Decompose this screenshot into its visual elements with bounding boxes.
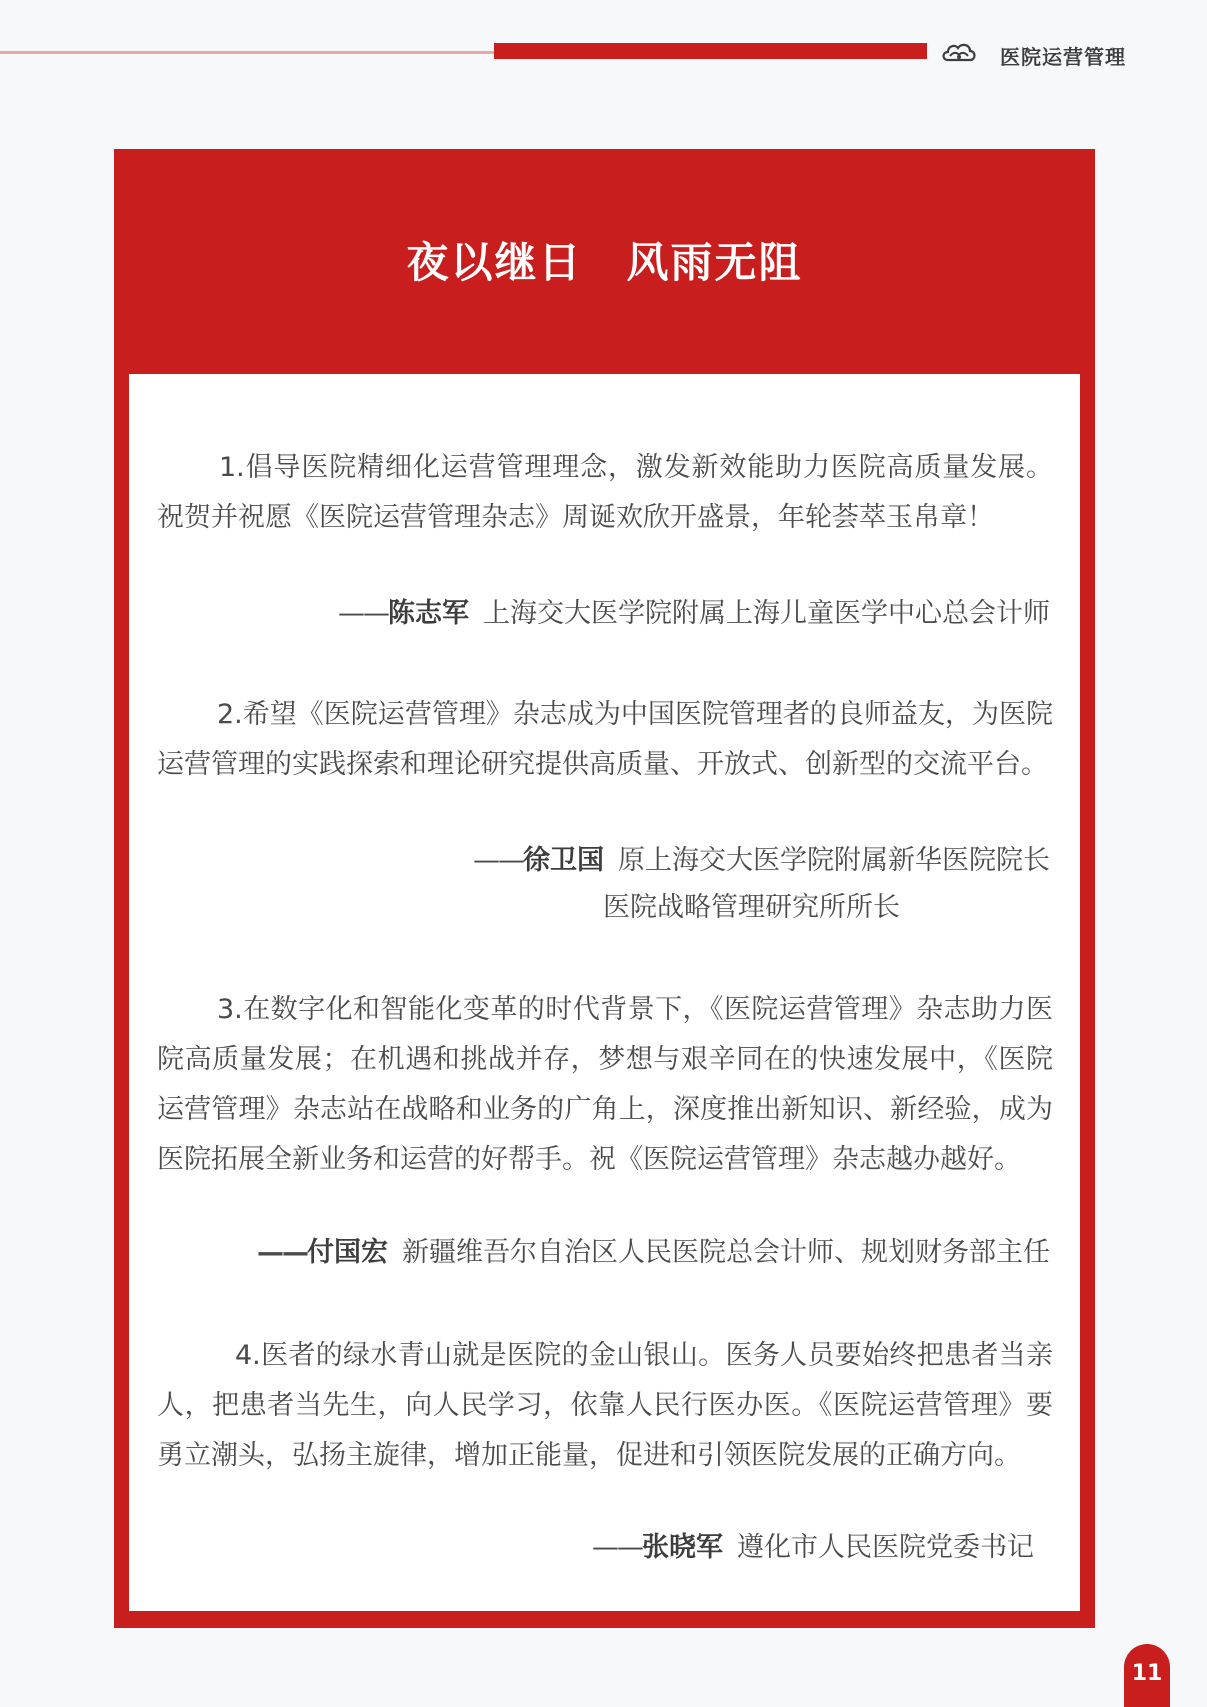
message-3-author: 付国宏 xyxy=(307,1237,388,1268)
message-2-author-title: 原上海交大医学院附属新华医院院长 xyxy=(618,845,1050,876)
message-2-author: 徐卫国 xyxy=(523,845,604,876)
message-4-text: 4.医者的绿水青山就是医院的金山银山。医务人员要始终把患者当亲人，把患者当先生，向人民学习，依靠人民行医办医。《医院运营管理》要勇立潮头，弘扬主旋律，增加正能量，促进和引领医院发展的正确方向。 xyxy=(157,1340,1053,1471)
header-rule-dark xyxy=(494,43,927,59)
message-4-signature: ——张晓军 遵化市人民医院党委书记 xyxy=(592,1532,1034,1563)
message-3-text: 3.在数字化和智能化变革的时代背景下，《医院运营管理》杂志助力医院高质量发展；在机遇和挑战并存，梦想与艰辛同在的快速发展中，《医院运营管理》杂志站在战略和业务的广角上，深度推出新知识、新经验，成为医院拓展全新业务和运营的好帮手。祝《医院运营管理》杂志越办越好。 xyxy=(157,994,1053,1175)
message-1-signature: ——陈志军 上海交大医学院附属上海儿童医学中心总会计师 xyxy=(338,598,1050,629)
message-4-author-title: 遵化市人民医院党委书记 xyxy=(737,1532,1034,1563)
message-1-author-title: 上海交大医学院附属上海儿童医学中心总会计师 xyxy=(483,598,1050,629)
journal-name: 医院运营管理 xyxy=(1000,45,1126,69)
message-3-author-title: 新疆维吾尔自治区人民医院总会计师、规划财务部主任 xyxy=(402,1237,1050,1268)
message-1-text: 1.倡导医院精细化运营管理理念，激发新效能助力医院高质量发展。祝贺并祝愿《医院运营管理杂志》周诞欢欣开盛景，年轮荟萃玉帛章！ xyxy=(157,452,1053,533)
message-2-author-title-line2: 医院战略管理研究所所长 xyxy=(603,892,900,923)
page-number: 11 xyxy=(1124,1644,1170,1707)
message-3-signature: ——付国宏 新疆维吾尔自治区人民医院总会计师、规划财务部主任 xyxy=(257,1237,1050,1268)
header-rule-light xyxy=(0,51,495,54)
message-2-signature: ——徐卫国 原上海交大医学院附属新华医院院长 xyxy=(473,845,1050,876)
message-4-author: 张晓军 xyxy=(642,1532,723,1563)
cloud-logo-icon xyxy=(940,40,978,64)
article-title: 夜以继日 风雨无阻 xyxy=(406,238,803,287)
message-1-author: 陈志军 xyxy=(388,598,469,629)
article-body xyxy=(129,374,1080,1611)
message-2-text: 2.希望《医院运营管理》杂志成为中国医院管理者的良师益友，为医院运营管理的实践探索和理论研究提供高质量、开放式、创新型的交流平台。 xyxy=(157,699,1053,780)
